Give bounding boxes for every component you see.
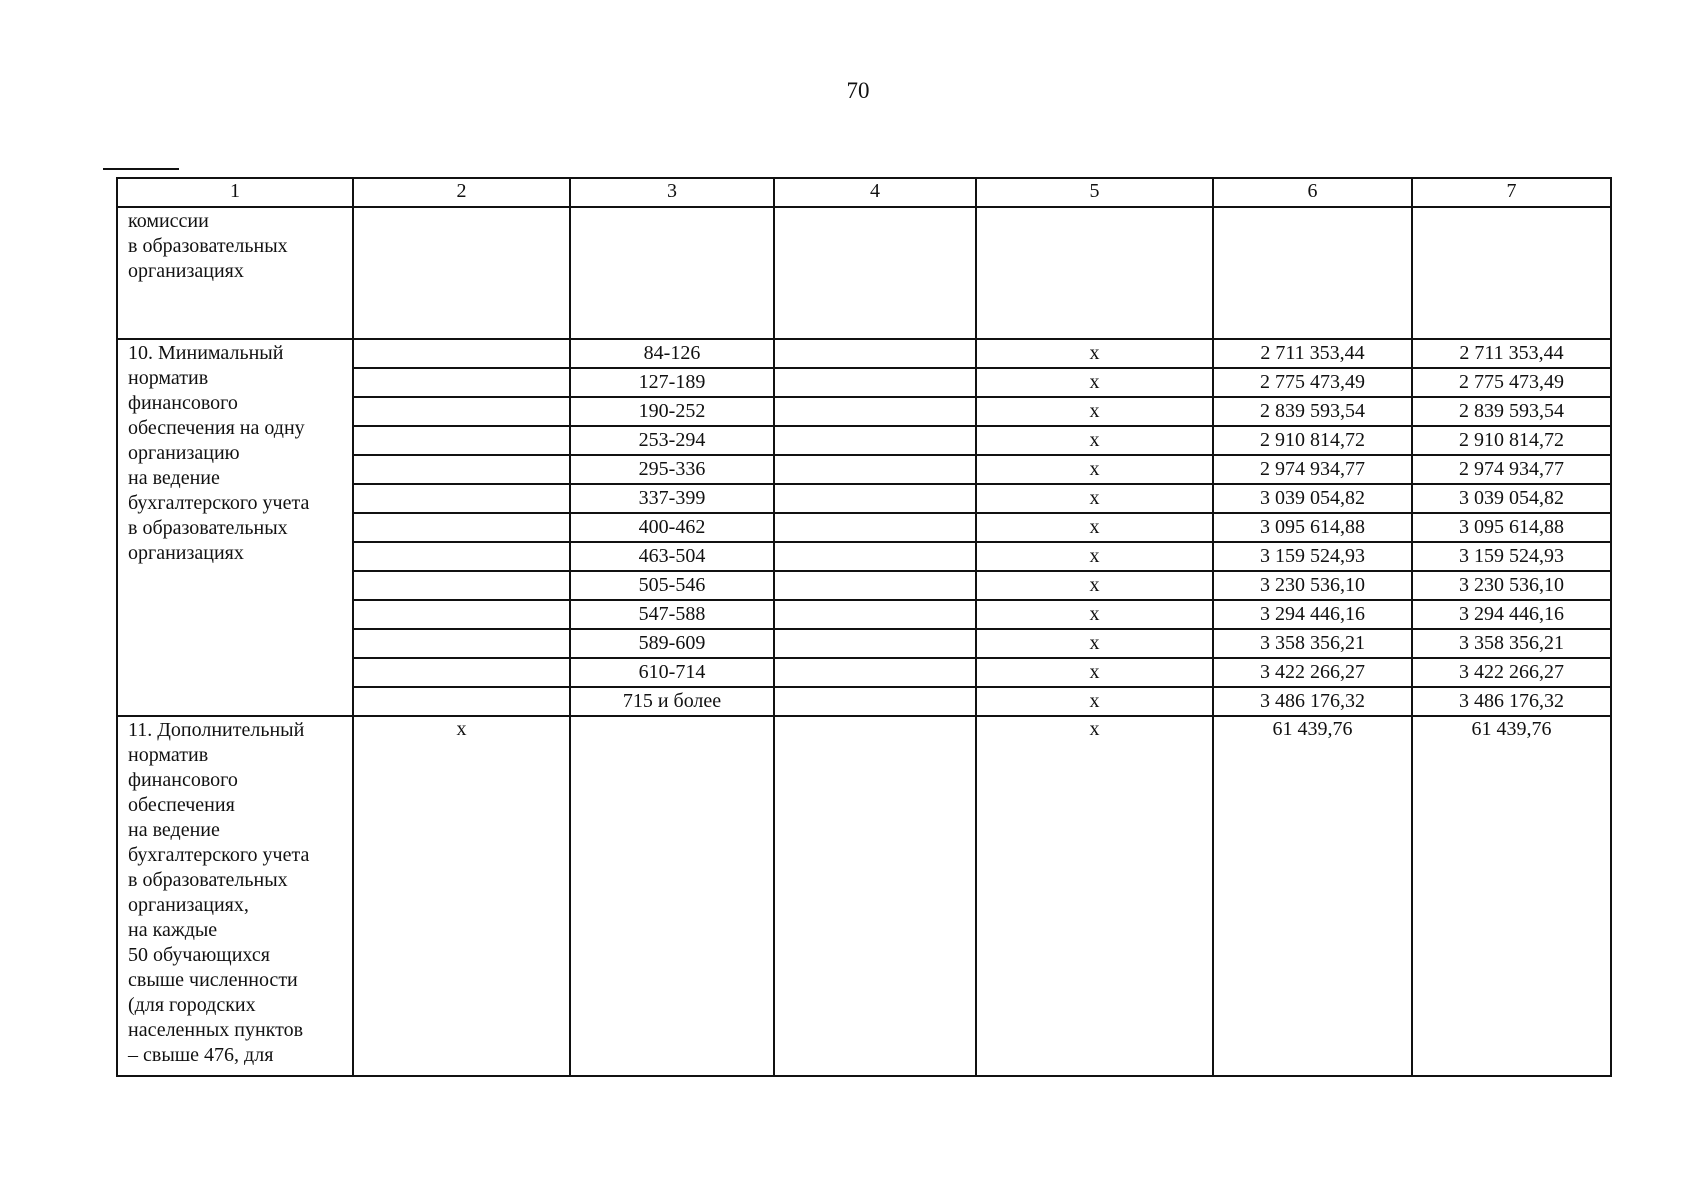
label-line: 11. Дополнительный	[128, 719, 305, 741]
col7-value: 61 439,76	[1412, 716, 1611, 1076]
col6-value: 3 358 356,21	[1213, 629, 1412, 658]
range-cell: 253-294	[570, 426, 774, 455]
col6-value: 3 294 446,16	[1213, 600, 1412, 629]
col5-cell: х	[976, 426, 1213, 455]
empty-cell	[353, 629, 570, 658]
label-line: в образовательных	[128, 517, 288, 539]
col7-value: 3 486 176,32	[1412, 687, 1611, 716]
col6-value: 61 439,76	[1213, 716, 1412, 1076]
col5-cell: х	[976, 455, 1213, 484]
range-cell: 505-546	[570, 571, 774, 600]
col7-value: 3 422 266,27	[1412, 658, 1611, 687]
col7-value: 3 294 446,16	[1412, 600, 1611, 629]
column-header-row	[117, 178, 1611, 207]
col7-value: 3 159 524,93	[1412, 542, 1611, 571]
col6-value: 2 839 593,54	[1213, 397, 1412, 426]
budget-table	[116, 177, 1612, 1077]
empty-cell	[353, 397, 570, 426]
col6-value: 3 039 054,82	[1213, 484, 1412, 513]
label-line: в образовательных	[128, 235, 288, 257]
empty-cell	[774, 513, 976, 542]
column-header: 7	[1412, 178, 1611, 207]
col5-cell: х	[976, 687, 1213, 716]
col6-value: 3 422 266,27	[1213, 658, 1412, 687]
label-line: свыше численности	[128, 969, 298, 991]
label-line: на каждые	[128, 919, 218, 941]
col5-cell: х	[976, 658, 1213, 687]
col5-cell: х	[976, 397, 1213, 426]
column-header: 1	[117, 178, 353, 207]
col7-value: 2 711 353,44	[1412, 339, 1611, 368]
range-cell: 337-399	[570, 484, 774, 513]
empty-cell	[774, 426, 976, 455]
range-cell: 610-714	[570, 658, 774, 687]
col6-value: 2 974 934,77	[1213, 455, 1412, 484]
col7-value: 2 910 814,72	[1412, 426, 1611, 455]
empty-cell	[1412, 207, 1611, 339]
range-cell: 295-336	[570, 455, 774, 484]
label-line: 50 обучающихся	[128, 944, 270, 966]
col5-cell: х	[976, 339, 1213, 368]
empty-cell	[774, 687, 976, 716]
col6-value: 2 711 353,44	[1213, 339, 1412, 368]
empty-cell	[774, 542, 976, 571]
range-cell: 127-189	[570, 368, 774, 397]
empty-cell	[353, 426, 570, 455]
col2-cell: х	[353, 716, 570, 1076]
empty-cell	[353, 542, 570, 571]
col5-cell: х	[976, 368, 1213, 397]
col6-value: 3 159 524,93	[1213, 542, 1412, 571]
range-cell: 715 и более	[570, 687, 774, 716]
col6-value: 2 910 814,72	[1213, 426, 1412, 455]
range-cell: 190-252	[570, 397, 774, 426]
empty-cell	[774, 716, 976, 1076]
empty-cell	[353, 339, 570, 368]
col5-cell: х	[976, 716, 1213, 1076]
label-line: обеспечения	[128, 794, 235, 816]
empty-cell	[774, 600, 976, 629]
empty-cell	[570, 207, 774, 339]
column-header: 6	[1213, 178, 1412, 207]
label-line: комиссии	[128, 210, 209, 232]
continuation-label	[117, 207, 353, 339]
empty-cell	[1213, 207, 1412, 339]
empty-cell	[353, 484, 570, 513]
empty-cell	[976, 207, 1213, 339]
empty-cell	[353, 600, 570, 629]
range-cell: 463-504	[570, 542, 774, 571]
label-line: (для городских	[128, 994, 256, 1016]
table-body	[117, 178, 1611, 1076]
empty-cell	[774, 629, 976, 658]
col5-cell: х	[976, 513, 1213, 542]
label-line: бухгалтерского учета	[128, 492, 310, 514]
empty-cell	[774, 484, 976, 513]
label-line: норматив	[128, 367, 209, 389]
range-cell: 400-462	[570, 513, 774, 542]
label-line: населенных пунктов	[128, 1019, 304, 1041]
label-line: на ведение	[128, 467, 220, 489]
label-line: обеспечения на одну	[128, 417, 305, 439]
col5-cell: х	[976, 600, 1213, 629]
col6-value: 3 230 536,10	[1213, 571, 1412, 600]
empty-cell	[774, 397, 976, 426]
col7-value: 3 095 614,88	[1412, 513, 1611, 542]
col6-value: 3 486 176,32	[1213, 687, 1412, 716]
col7-value: 2 839 593,54	[1412, 397, 1611, 426]
col5-cell: х	[976, 629, 1213, 658]
label-line: организациях	[128, 542, 244, 564]
label-line: финансового	[128, 769, 238, 791]
col7-value: 3 230 536,10	[1412, 571, 1611, 600]
range-cell: 84-126	[570, 339, 774, 368]
label-line: 10. Минимальный	[128, 342, 284, 364]
section-10-label	[117, 339, 353, 716]
label-line: на ведение	[128, 819, 220, 841]
column-header: 4	[774, 178, 976, 207]
empty-cell	[570, 716, 774, 1076]
empty-cell	[774, 339, 976, 368]
label-line: норматив	[128, 744, 209, 766]
range-cell: 547-588	[570, 600, 774, 629]
empty-cell	[353, 455, 570, 484]
col5-cell: х	[976, 542, 1213, 571]
col7-value: 2 974 934,77	[1412, 455, 1611, 484]
top-rule	[103, 168, 179, 170]
label-line: организациях,	[128, 894, 249, 916]
col7-value: 2 775 473,49	[1412, 368, 1611, 397]
label-line: организациях	[128, 260, 244, 282]
empty-cell	[353, 687, 570, 716]
empty-cell	[774, 571, 976, 600]
col7-value: 3 039 054,82	[1412, 484, 1611, 513]
section-11-row	[117, 716, 1611, 1076]
column-header: 3	[570, 178, 774, 207]
section-11-label	[117, 716, 353, 1076]
col5-cell: х	[976, 484, 1213, 513]
col7-value: 3 358 356,21	[1412, 629, 1611, 658]
label-line: организацию	[128, 442, 240, 464]
empty-cell	[353, 207, 570, 339]
page-number: 70	[846, 78, 870, 103]
col5-cell: х	[976, 571, 1213, 600]
empty-cell	[353, 658, 570, 687]
empty-cell	[353, 513, 570, 542]
col6-value: 3 095 614,88	[1213, 513, 1412, 542]
label-line: – свыше 476, для	[128, 1044, 274, 1066]
table-row	[117, 339, 1611, 368]
continuation-row	[117, 207, 1611, 339]
label-line: финансового	[128, 392, 238, 414]
label-line: бухгалтерского учета	[128, 844, 310, 866]
empty-cell	[774, 455, 976, 484]
range-cell: 589-609	[570, 629, 774, 658]
empty-cell	[353, 571, 570, 600]
column-header: 2	[353, 178, 570, 207]
column-header: 5	[976, 178, 1213, 207]
empty-cell	[353, 368, 570, 397]
empty-cell	[774, 207, 976, 339]
label-line: в образовательных	[128, 869, 288, 891]
empty-cell	[774, 658, 976, 687]
empty-cell	[774, 368, 976, 397]
col6-value: 2 775 473,49	[1213, 368, 1412, 397]
